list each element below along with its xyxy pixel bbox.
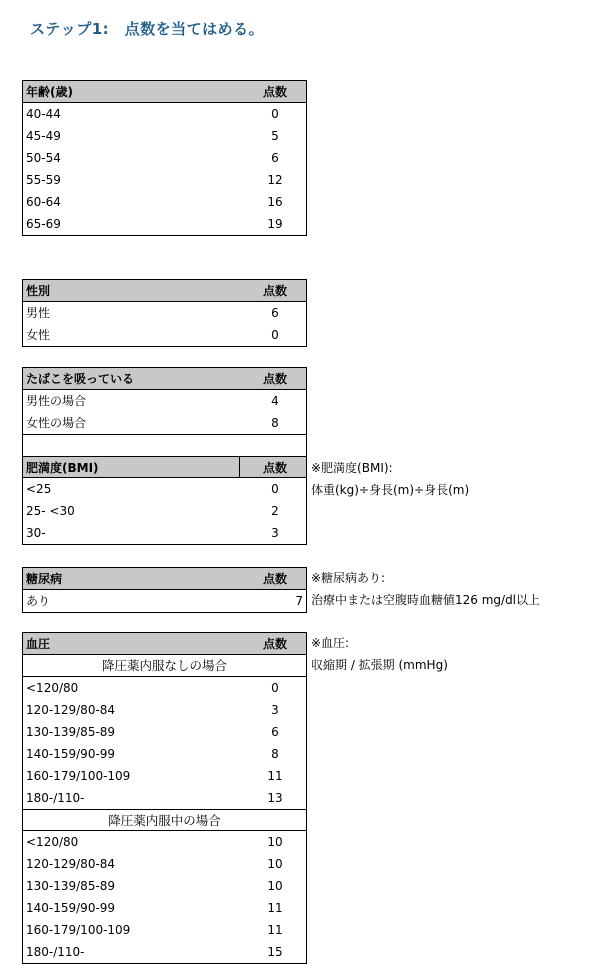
row-score: 6 (271, 306, 279, 320)
row-label: 180-/110- (26, 945, 85, 959)
row-score: 8 (271, 747, 279, 761)
row-label: 120-129/80-84 (26, 703, 116, 717)
table-row (23, 677, 306, 699)
row-score: 5 (271, 129, 279, 143)
header-score: 点数 (262, 461, 287, 475)
table-row (23, 191, 306, 213)
table-row (23, 169, 306, 191)
row-label: 120-129/80-84 (26, 857, 116, 871)
row-score: 0 (271, 482, 279, 496)
table-row (23, 412, 306, 434)
bp-group-title: 降圧薬内服なしの場合 (23, 655, 306, 677)
diabetes-note-body: 治療中または空腹時血糖値126 mg/dl以上 (311, 593, 541, 607)
age-table (22, 80, 307, 236)
row-score: 19 (267, 217, 283, 231)
row-label: 140-159/90-99 (26, 747, 116, 761)
table-header (23, 368, 306, 390)
row-score: 4 (271, 394, 279, 408)
table-row (23, 213, 306, 235)
header-label: 血圧 (26, 637, 51, 651)
row-label: 140-159/90-99 (26, 901, 116, 915)
row-score: 11 (267, 923, 283, 937)
table-header (23, 280, 306, 302)
header-score: 点数 (262, 85, 287, 99)
header-label: 肥満度(BMI) (26, 461, 99, 475)
table-row (23, 875, 306, 897)
row-label: 男性の場合 (26, 394, 87, 408)
table-row (23, 500, 306, 522)
header-label: 糖尿病 (26, 572, 63, 586)
row-label: 160-179/100-109 (26, 923, 131, 937)
row-label: <120/80 (26, 681, 79, 695)
diabetes-table (22, 567, 307, 613)
page-title: ステップ1: 点数を当てはめる。 (30, 20, 265, 38)
table-row (23, 941, 306, 963)
bp-group-title: 降圧薬内服中の場合 (23, 809, 306, 831)
row-label: 60-64 (26, 195, 61, 209)
row-score: 11 (267, 769, 283, 783)
header-label: たばこを吸っている (26, 372, 135, 386)
bp-table (22, 632, 307, 964)
table-row (23, 103, 306, 125)
table-row (23, 478, 306, 500)
row-label: 65-69 (26, 217, 61, 231)
row-score: 10 (267, 857, 283, 871)
row-label: 女性の場合 (26, 416, 87, 430)
bmi-note-title: ※肥満度(BMI): (311, 461, 393, 475)
row-label: <25 (26, 482, 52, 496)
sex-table (22, 279, 307, 347)
header-score: 点数 (262, 637, 287, 651)
diabetes-note-title: ※糖尿病あり: (311, 571, 386, 585)
row-score: 3 (271, 526, 279, 540)
table-row (23, 831, 306, 853)
row-label: 160-179/100-109 (26, 769, 131, 783)
row-score: 7 (295, 594, 303, 608)
table-row (23, 522, 306, 544)
row-score: 12 (267, 173, 283, 187)
row-label: 男性 (26, 306, 51, 320)
header-divider (239, 457, 240, 477)
header-score: 点数 (262, 284, 287, 298)
row-score: 6 (271, 151, 279, 165)
row-score: 0 (271, 681, 279, 695)
table-row (23, 324, 306, 346)
row-score: 3 (271, 703, 279, 717)
bmi-note-body: 体重(kg)÷身長(m)÷身長(m) (311, 483, 470, 497)
header-label: 性別 (26, 284, 51, 298)
bp-note-body: 収縮期 / 拡張期 (mmHg) (311, 658, 448, 672)
table-header (23, 456, 306, 478)
row-label: あり (26, 594, 51, 608)
table-row (23, 765, 306, 787)
table-header (23, 568, 306, 590)
row-label: 130-139/85-89 (26, 879, 116, 893)
row-score: 10 (267, 835, 283, 849)
smoking-bmi-table (22, 367, 307, 545)
row-score: 10 (267, 879, 283, 893)
header-score: 点数 (262, 372, 287, 386)
header-score: 点数 (262, 572, 287, 586)
row-label: 50-54 (26, 151, 61, 165)
table-row (23, 590, 306, 612)
row-label: 180-/110- (26, 791, 85, 805)
table-row (23, 897, 306, 919)
row-score: 0 (271, 107, 279, 121)
row-score: 11 (267, 901, 283, 915)
row-score: 13 (267, 791, 283, 805)
row-score: 0 (271, 328, 279, 342)
row-score: 15 (267, 945, 283, 959)
row-label: 130-139/85-89 (26, 725, 116, 739)
table-row (23, 147, 306, 169)
table-row (23, 390, 306, 412)
row-label: 女性 (26, 328, 51, 342)
table-row (23, 853, 306, 875)
table-row (23, 699, 306, 721)
row-label: <120/80 (26, 835, 79, 849)
table-row (23, 919, 306, 941)
row-label: 45-49 (26, 129, 61, 143)
table-row (23, 721, 306, 743)
blank-row (23, 434, 306, 456)
row-label: 30- (26, 526, 46, 540)
row-label: 40-44 (26, 107, 61, 121)
row-score: 8 (271, 416, 279, 430)
table-header (23, 81, 306, 103)
header-label: 年齢(歳) (26, 85, 73, 99)
table-row (23, 787, 306, 809)
row-score: 2 (271, 504, 279, 518)
table-header (23, 633, 306, 655)
row-score: 16 (267, 195, 283, 209)
table-row (23, 125, 306, 147)
row-label: 55-59 (26, 173, 61, 187)
row-label: 25- <30 (26, 504, 75, 518)
row-score: 6 (271, 725, 279, 739)
table-row (23, 743, 306, 765)
bp-note-title: ※血圧: (311, 636, 350, 650)
table-row (23, 302, 306, 324)
